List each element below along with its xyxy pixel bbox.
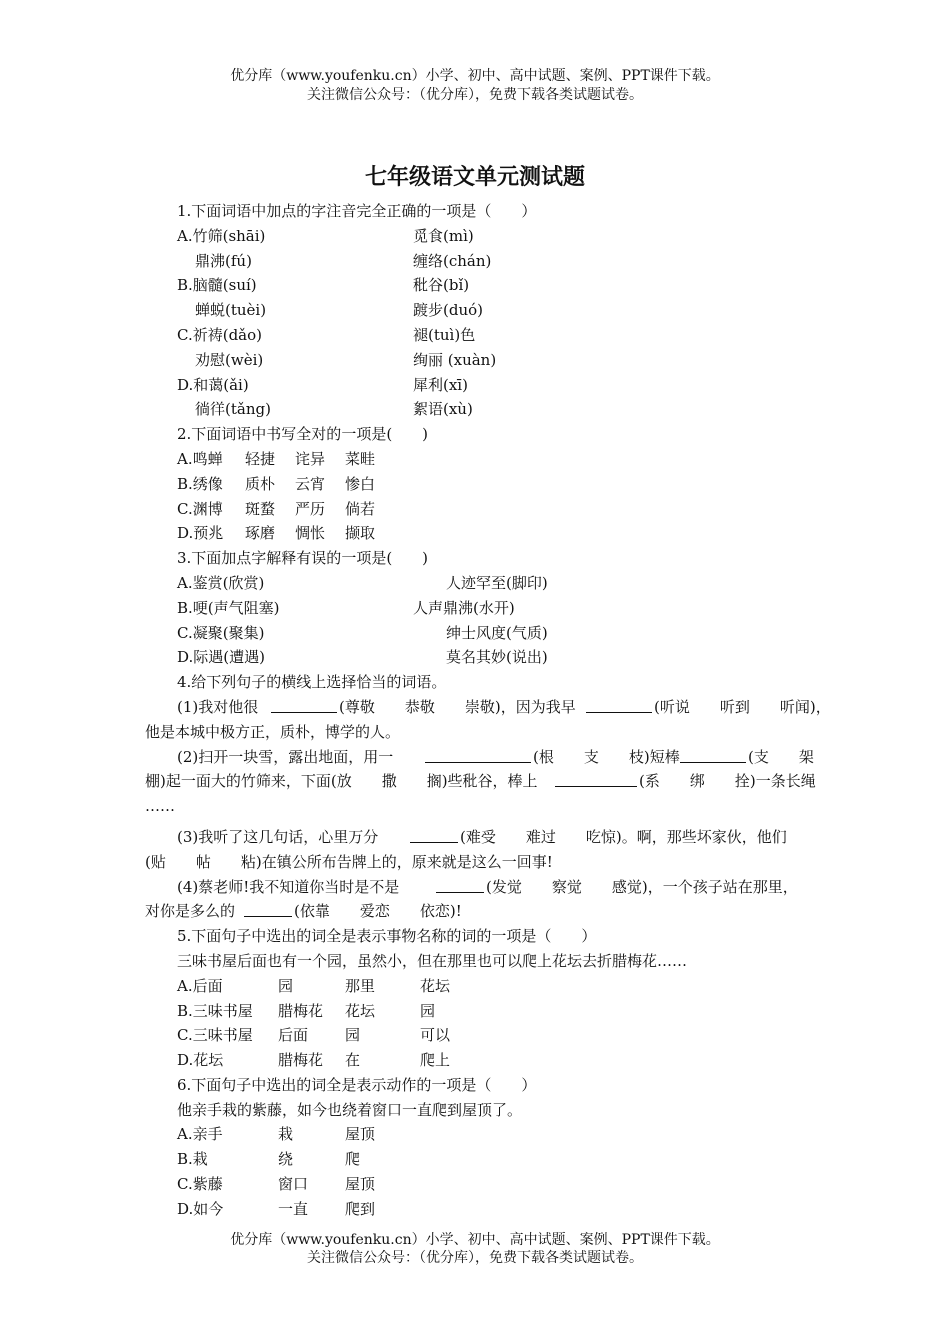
q3-option-d: D.际遇(遭遇) 莫名其妙(说出) [177, 648, 548, 667]
q3-option-c: C.凝聚(聚集) 绅士风度(气质) [177, 623, 548, 642]
q6-option-d: D.如今 一直 爬到 [177, 1199, 376, 1218]
q4-sentence-2-cont: 棚)起一面大的竹筛来，下面(放 撒 搁)些秕谷，棒上 (系 绑 拴)一条长绳 [0, 769, 950, 794]
q3-option-a: A.鉴赏(欣赏) 人迹罕至(脚印) [177, 573, 548, 592]
q5-sentence: 三味书屋后面也有一个园，虽然小，但在那里也可以爬上花坛去折腊梅花…… [177, 951, 688, 970]
q1-row-c [0, 323, 950, 348]
q4-blank-5[interactable] [555, 769, 637, 795]
q3-stem: 3.下面加点字解释有误的一项是( ) [177, 549, 429, 568]
q1-option-a-word4: 缠络(chán) [413, 251, 492, 270]
q5-option-b: B.三味书屋 腊梅花 花坛 园 [177, 1001, 436, 1020]
q1-option-b-word3: 蝉蜕(tuèi) [195, 301, 267, 320]
q1-option-b-word2: 秕谷(bǐ) [413, 276, 470, 295]
q1-option-d-word1: D.和蔼(ǎi) [177, 375, 249, 394]
q4-sentence-1-cont: 他是本城中极方正，质朴，博学的人。 [145, 722, 401, 741]
q1-option-c-word3: 劝慰(wèi) [195, 350, 264, 369]
q4-sentence-2: (2)扫开一块雪，露出地面，用一 (根 支 枝)短棒 (支 架 [0, 745, 950, 770]
q2-option-a: A.鸣蝉 轻捷 诧异 菜畦 [177, 449, 376, 468]
page-title: 七年级语文单元测试题 [364, 164, 585, 190]
q2-option-c: C.渊博 斑蝥 严历 倘若 [177, 499, 376, 518]
q1-option-b-word1: B.脑髓(suí) [177, 276, 257, 295]
q1-option-d-word4: 絮语(xù) [413, 400, 473, 419]
q4-sentence-2-end: …… [145, 797, 175, 816]
q1-option-c-word2: 褪(tuì)色 [413, 325, 476, 344]
q5-stem: 5.下面句子中选出的词全是表示事物名称的词的一项是（ ） [177, 927, 597, 946]
q1-option-a-word1: A.竹筛(shāi) [177, 226, 266, 245]
q6-option-b: B.栽 绕 爬 [177, 1150, 361, 1169]
q6-stem: 6.下面句子中选出的词全是表示动作的一项是（ ） [177, 1075, 537, 1094]
q6-sentence: 他亲手栽的紫藤，如今也绕着窗口一直爬到屋顶了。 [177, 1100, 523, 1119]
q1-option-a-word3: 鼎沸(fú) [195, 251, 252, 270]
q4-sentence-4: (4)蔡老师!我不知道你当时是不是 (发觉 察觉 感觉)，一个孩子站在那里， [0, 875, 950, 900]
q4-sentence-3-cont: (贴 帖 粘)在镇公所布告牌上的，原来就是这么一回事! [145, 852, 553, 871]
footer-line-2: 关注微信公众号：（优分库），免费下载各类试题试卷。 [307, 1250, 643, 1266]
q4-blank-7[interactable] [436, 875, 484, 901]
q1-option-c-word4: 绚丽 (xuàn) [413, 350, 497, 369]
header-line-1: 优分库（www.youfenku.cn）小学、初中、高中试题、案例、PPT课件下载。 [230, 68, 720, 84]
q6-option-c: C.紫藤 窗口 屋顶 [177, 1175, 376, 1194]
q4-sentence-3: (3)我听了这几句话，心里万分 (难受 难过 吃惊)。啊，那些坏家伙，他们 [0, 825, 950, 850]
q4-blank-2[interactable] [586, 695, 652, 721]
q4-blank-1[interactable] [271, 695, 337, 721]
q4-sentence-1: (1)我对他很 (尊敬 恭敬 崇敬)，因为我早 (听说 听到 听闻)， [0, 695, 950, 720]
q1-option-d-word3: 徜徉(tǎng) [195, 400, 271, 419]
q1-option-d-word2: 犀利(xī) [413, 375, 468, 394]
exam-body [0, 199, 950, 1222]
q1-row-b [0, 273, 950, 298]
footer-line-1: 优分库（www.youfenku.cn）小学、初中、高中试题、案例、PPT课件下载。 [230, 1232, 720, 1248]
q4-blank-6[interactable] [410, 825, 458, 851]
q4-sentence-4-cont: 对你是多么的 (依靠 爱恋 依恋)! [0, 899, 950, 924]
q2-stem: 2.下面词语中书写全对的一项是( ) [177, 425, 429, 444]
q1-row-b2 [0, 298, 950, 323]
q1-row-d2 [0, 397, 950, 422]
q1-option-a-word2: 觅食(mì) [413, 226, 474, 245]
q4-blank-4[interactable] [680, 745, 746, 771]
q4-blank-8[interactable] [244, 899, 292, 925]
q1-row-a [0, 224, 950, 249]
q1-row-a2 [0, 249, 950, 274]
q3-option-b: B.哽(声气阻塞) 人声鼎沸(水开) [177, 598, 515, 617]
q1-option-c-word1: C.祈祷(dǎo) [177, 325, 262, 344]
q6-option-a: A.亲手 栽 屋顶 [177, 1125, 376, 1144]
q5-option-c: C.三味书屋 后面 园 可以 [177, 1026, 451, 1045]
q1-row-c2 [0, 348, 950, 373]
q2-option-d: D.预兆 琢磨 惆怅 撷取 [177, 524, 376, 543]
q1-stem: 1.下面词语中加点的字注音完全正确的一项是（ ） [177, 202, 537, 220]
q5-option-a: A.后面 园 那里 花坛 [177, 976, 451, 995]
q2-option-b: B.绣像 质朴 云宵 惨白 [177, 474, 376, 493]
q4-blank-3[interactable] [425, 745, 531, 771]
q1-row-d [0, 373, 950, 398]
q4-stem: 4.给下列句子的横线上选择恰当的词语。 [177, 673, 447, 692]
header-line-2: 关注微信公众号：（优分库），免费下载各类试题试卷。 [307, 87, 643, 103]
q5-option-d: D.花坛 腊梅花 在 爬上 [177, 1051, 451, 1070]
q1-option-b-word4: 踱步(duó) [413, 301, 483, 320]
